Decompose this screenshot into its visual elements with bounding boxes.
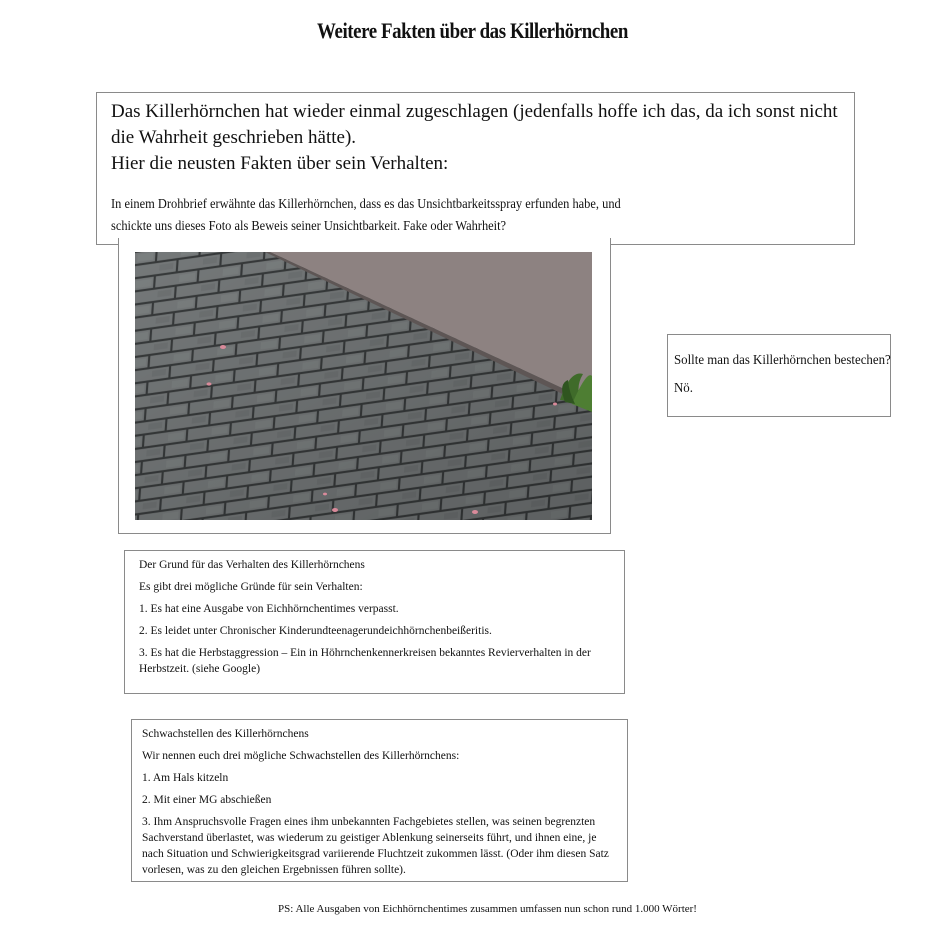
- list-item: 2. Es leidet unter Chronischer Kinderundteenagerundeichhörnchenbeißeritis.: [139, 625, 492, 637]
- photo-caption: In einem Drohbrief erwähnte das Killerhörnchen, dass es das Unsichtbarkeitsspray erfunden habe, und schickte uns dieses Foto als Beweis seiner Unsichtbarkeit. Fake oder Wahrheit?: [111, 196, 621, 233]
- bribe-box: [667, 334, 891, 417]
- photo-frame: [118, 238, 611, 534]
- list-item: 2. Mit einer MG abschießen: [142, 794, 272, 806]
- intro-text: [111, 99, 840, 177]
- sidewalk-photo: [135, 252, 592, 520]
- list-item: 1. Es hat eine Ausgabe von Eichhörnchentimes verpasst.: [139, 603, 399, 615]
- weakness-intro: Wir nennen euch drei mögliche Schwachstellen des Killerhörnchens:: [142, 750, 460, 762]
- bribe-answer: Nö.: [674, 381, 693, 396]
- reason-heading: Der Grund für das Verhalten des Killerhörnchens: [139, 559, 365, 571]
- bribe-question: Sollte man das Killerhörnchen bestechen?: [674, 353, 891, 368]
- sidewalk-photo-svg: [135, 252, 592, 520]
- list-item: 3. Ihm Anspruchsvolle Fragen eines ihm unbekannten Fachgebietes stellen, was seinen begrenzten Sachverstand überlastet, was wiederum zu geistiger Ablenkung seinerseits führt, und ihnen eine, je nach Situation und Schwierigkeitsgrad variierende Fluchtzeit zukommen lässt. (Oder ihm diesen Satz vorlesen, was zu den gleichen Ergebnissen führen sollte).: [142, 816, 609, 876]
- list-item: 1. Am Hals kitzeln: [142, 772, 229, 784]
- postscript: PS: Alle Ausgaben von Eichhörnchentimes zusammen umfassen nun schon rund 1.000 Wörter!: [278, 903, 697, 915]
- reason-intro: Es gibt drei mögliche Gründe für sein Verhalten:: [139, 581, 363, 593]
- intro-line-2: Hier die neusten Fakten über sein Verhalten:: [111, 153, 449, 174]
- intro-box: [96, 92, 855, 245]
- weakness-heading: Schwachstellen des Killerhörnchens: [142, 728, 309, 740]
- list-item: 3. Es hat die Herbstaggression – Ein in Höhrnchenkennerkreisen bekanntes Revierverhalten in der Herbstzeit. (siehe Google): [139, 647, 591, 675]
- intro-line-1: Das Killerhörnchen hat wieder einmal zugeschlagen (jedenfalls hoffe ich das, da ich sonst nicht die Wahrheit geschrieben hätte).: [111, 101, 838, 148]
- page-title: Weitere Fakten über das Killerhörnchen: [317, 18, 628, 43]
- weakness-box: [131, 719, 628, 882]
- reason-box: [124, 550, 625, 694]
